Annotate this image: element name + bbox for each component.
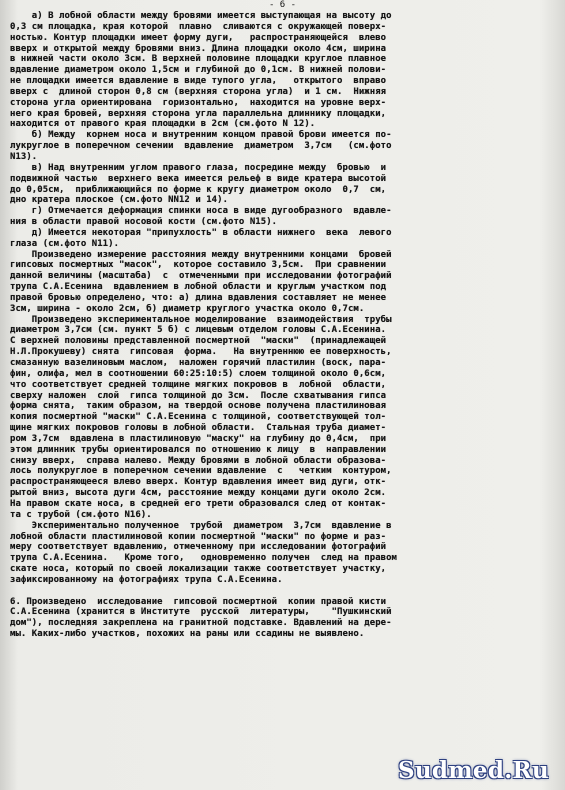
- text-line: правой бровью определено, что: а) длина вдавления составляет не менее: [10, 292, 387, 303]
- text-line: лобной области пластилиновой копии посмертной "маски" по форме и раз-: [10, 531, 387, 542]
- text-line: диаметром 3,7см (см. пункт 5 б) с лицевым отделом головы С.А.Есенина.: [10, 325, 387, 336]
- text-line: вверх с длиной сторон 0,8 см (верхняя сторона угла) и 1 см. Нижняя: [10, 86, 387, 97]
- text-line: сторона угла ориентирована горизонтально, находится на уровне верх-: [10, 97, 387, 108]
- text-line: что соответствует средней толщине мягких покровов в лобной области,: [10, 379, 387, 390]
- page-number: - 6 -: [268, 0, 297, 10]
- text-line: подвижной частью верхнего века имеется рельеф в виде кратера высотой: [10, 173, 387, 184]
- text-line: трупа С.А.Есенина вдавлением в лобной области и круглым участком под: [10, 282, 387, 293]
- text-line: копия посмертной "маски" С.А.Есенина с толщиной, соответствующей тол-: [10, 412, 387, 423]
- text-line: зафиксированному на фотографиях трупа С.А.Есенина.: [10, 574, 283, 585]
- text-line: щине мягких покровов головы в лобной области. Стальная труба диамет-: [10, 423, 387, 434]
- text-line: дом"), последняя закреплена на гранитной подставке. Вдавлений на дере-: [10, 618, 392, 629]
- text-line: в нижней части около 3см. В верхней половине площадки круглое плавное: [10, 54, 387, 65]
- text-line: С верхней половины представленной посмертной "маски" (принадлежащей: [10, 336, 387, 347]
- text-line: 6. Произведено исследование гипсовой посмертной копии правой кисти: [10, 596, 387, 607]
- text-line: N13).: [10, 151, 38, 162]
- text-line: а) В лобной области между бровями имеется выступающая на высоту до: [10, 11, 392, 21]
- text-line: 3см, ширина - около 2см, б) диаметр круглого участка около 0,7см.: [10, 303, 365, 314]
- text-line: снизу вверх, справа налево. Между бровями в лобной области образова-: [10, 455, 387, 466]
- text-line: ния в области правой носовой кости (см.фото N15).: [10, 217, 278, 228]
- text-line: гипсовых посмертных "масок", которое составило 3,5см. При сравнении: [10, 260, 387, 271]
- text-line: ностью. Контур площадки имеет форму дуги, распространяющейся влево: [10, 32, 387, 43]
- text-line: вдавление диаметром около 1,5см и глубиной до 0,1см. В нижней полови-: [10, 65, 387, 76]
- text-line: глаза (см.фото N11).: [10, 238, 120, 249]
- text-line: Экспериментально полученное трубой диаметром 3,7см вдавление в: [10, 520, 392, 531]
- text-line: сверху наложен слой гипса толщиной до 3см. После схватывания гипса: [10, 390, 387, 401]
- text-line: лукруглое в поперечном сечении вдавление диаметром 3,7см (см.фото: [10, 141, 392, 152]
- text-line: трупа С.А.Есенина. Кроме того, одновременно получен след на правом: [10, 553, 398, 564]
- text-line: Произведено экспериментальное моделирование взаимодействия трубы: [10, 314, 392, 325]
- text-line: до 0,05см, приближающийся по форме к кругу диаметром около 0,7 см,: [10, 184, 387, 195]
- text-line: б) Между корнем носа и внутренним концом правой брови имеется по-: [10, 130, 392, 141]
- text-line: Произведено измерение расстояния между внутренними концами бровей: [10, 249, 392, 260]
- text-line: На правом скате носа, в средней его трети образовался след от контак-: [10, 498, 387, 509]
- text-line: распространяющееся влево вверх. Контур вдавления имеет вид дуги, отк-: [10, 477, 387, 488]
- text-line: скате носа, который по своей локализации также соответствует участку,: [10, 564, 387, 575]
- text-line: мы. Каких-либо участков, похожих на раны или ссадины не выявлено.: [10, 629, 365, 640]
- text-line: Н.Л.Прокушеву) снята гипсовая форма. На внутреннюю ее поверхность,: [10, 347, 392, 358]
- typewritten-text-body: [10, 11, 562, 640]
- text-line: ром 3,7см вдавлена в пластилиновую "маску" на глубину до 0,4см, при: [10, 433, 387, 444]
- text-line: 0,3 см площадка, края которой плавно сливаются с окружающей поверх-: [10, 21, 387, 32]
- text-line: д) Имеется некоторая "припухлость" в области нижнего века левого: [10, 227, 392, 238]
- text-line: этом длинник трубы ориентировался по отношению к лицу в направлении: [10, 444, 387, 455]
- text-line: не площадки имеется вдавление в виде тупого угла, открытого вправо: [10, 76, 387, 87]
- text-line: та с трубой (см.фото N16).: [10, 509, 152, 520]
- text-line: меру соответствует вдавлению, отмеченному при исследовании фотографий: [10, 542, 387, 553]
- text-line: лось полукруглое в поперечном сечении вдавление с четким контуром,: [10, 466, 392, 477]
- text-line: вверх и открытой между бровями вниз. Длина площадки около 4см, ширина: [10, 43, 387, 54]
- watermark-logo: Sudmed.Ru: [397, 757, 549, 784]
- text-line: смазанную вазелиновым маслом, наложен горячий пластилин (воск, пара-: [10, 358, 387, 368]
- text-line: [10, 586, 562, 597]
- text-line: рытой вниз, высота дуги 4см, расстояние между концами дуги около 2см.: [10, 488, 387, 499]
- text-line: фин, олифа, мел в соотношении 60:25:10:5) слоем толщиной около 0,6см,: [10, 368, 387, 379]
- text-line: в) Над внутренним углом правого глаза, посредине между бровью и: [10, 162, 387, 173]
- text-line: С.А.Есенина (хранится в Институте русской литературы, "Пушкинский: [10, 607, 392, 618]
- text-line: него края бровей, верхняя сторона угла параллельна длиннику площадки,: [10, 108, 387, 119]
- text-line: г) Отмечается деформация спинки носа в виде дугообразного вдавле-: [10, 206, 392, 217]
- text-line: форма снята, таким образом, на твердой основе получена пластилиновая: [10, 401, 387, 412]
- text-line: дно кратера плоское (см.фото NN12 и 14).: [10, 195, 229, 206]
- text-line: находится от правого края площадки в 2см (см.фото N 12).: [10, 119, 316, 130]
- text-line: данной величины (масштаба) с отмеченными при исследовании фотографий: [10, 271, 392, 282]
